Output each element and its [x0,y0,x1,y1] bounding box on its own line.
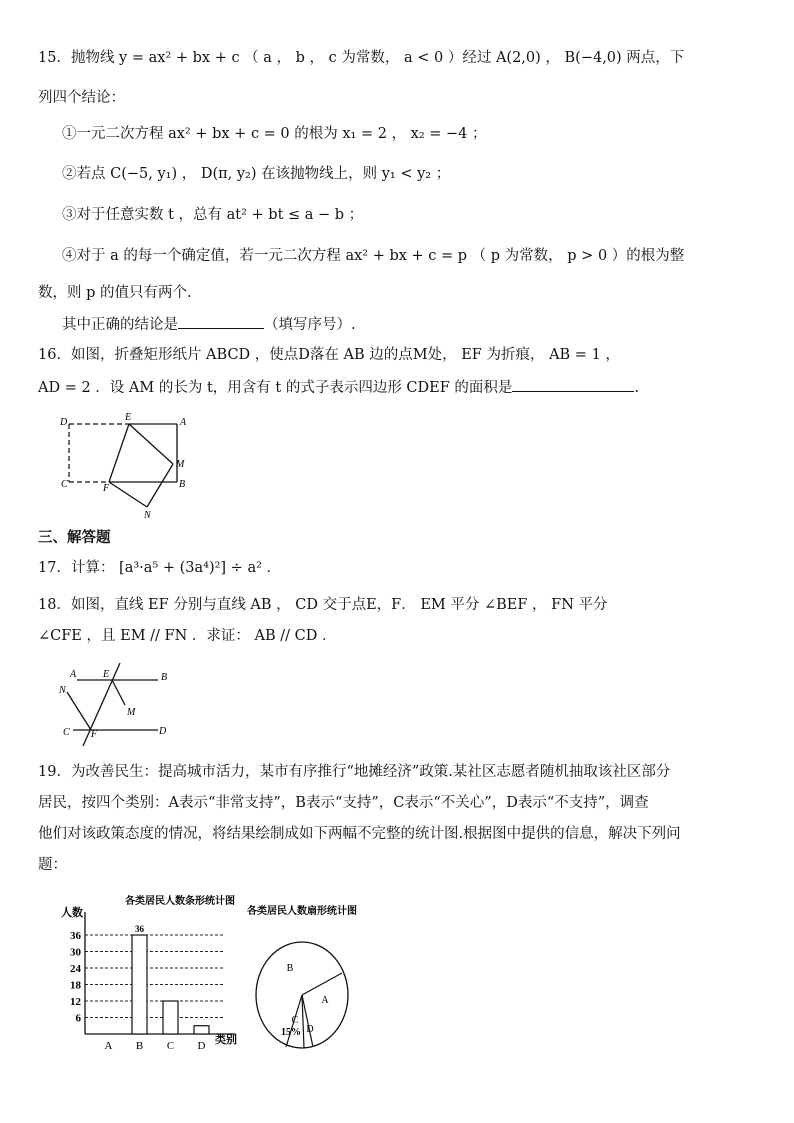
q15-answer-suffix: （填写序号）. [264,317,356,333]
q18-ray-fn [67,692,91,730]
q16-edge-em [129,424,173,464]
bar-chart-ylabel: 人数 [61,907,83,919]
pie-percent-C: 15% [281,1027,301,1038]
q15-answer-line [62,314,356,335]
q16-label-m: M [176,459,185,470]
q16-fold-ef [109,424,129,482]
q19-pie-chart [240,895,380,1060]
q15-conclusion-1: ①一元二次方程 ax² + bx + c = 0 的根为 x₁ = 2 ， x₂ = −4 ； [62,126,487,142]
bar-chart-xtick-A: A [104,1040,113,1052]
pie-radius-0 [302,973,342,995]
q18-label-d: D [159,726,167,737]
q18-label-a: A [70,669,77,680]
q15-answer-prefix: 其中正确的结论是 [62,317,178,333]
bar-label-B: 36 [135,924,144,934]
pie-label-C: C [291,1015,299,1026]
q19-line4: 题： [38,857,67,873]
q18-line-ef [83,663,120,746]
q18-line1: 18．如图，直线 EF 分别与直线 AB ， CD 交于点E，F． EM 平分 ∠BEF ， FN 平分 [38,597,608,613]
q18-label-b: B [161,672,168,683]
q16-label-d: D [60,417,68,428]
pie-label-D: D [306,1024,314,1035]
bar-chart-axes [85,912,235,1034]
bar-chart-xlabel: 类别 [215,1034,237,1046]
q16-label-f: F [103,483,110,494]
bar-B [132,935,147,1034]
q16-line2-suffix: . [634,380,640,396]
q16-rectangle-fold-figure [55,410,205,520]
q15-conclusion-3: ③对于任意实数 t ，总有 at² + bt ≤ a − b ； [62,207,364,223]
bar-chart-ytick-12: 12 [70,996,81,1008]
q18-label-n: N [59,685,66,696]
pie-label-B: B [286,963,294,974]
q17-line: 17．计算： [a³·a⁵ + (3a⁴)²] ÷ a² ． [38,560,282,576]
q16-label-e: E [125,412,132,423]
q19-line3: 他们对该政策态度的情况，将结果绘制成如下两幅不完整的统计图.根据图中提供的信息，解决下列问 [38,826,681,842]
q16-label-b: B [179,479,186,490]
q15-conclusion-4: ④对于 a 的每一个确定值，若一元二次方程 ax² + bx + c = p （ p 为常数， p > 0 ）的根为整 [62,248,685,264]
q16-line2-text: AD = 2 ．设 AM 的长为 t，用含有 t 的式子表示四边形 CDEF 的面积是 [38,380,513,396]
q18-line2: ∠CFE ，且 EM // FN ．求证： AB // CD ． [38,628,337,644]
q18-label-f: F [91,729,98,740]
q19-line2: 居民，按四个类别：A表示“非常支持”，B表示“支持”，C表示“不关心”，D表示“不支持”，调查 [38,795,649,811]
q16-label-a: A [180,417,187,428]
q15-conclusion-4b: 数，则 p 的值只有两个. [38,285,192,301]
bar-chart-ytick-36: 36 [70,930,81,942]
q16-label-c: C [61,479,68,490]
q19-bar-chart [55,886,250,1058]
bar-chart-xticks [105,1040,206,1052]
bar-chart-xtick-C: C [166,1040,175,1052]
bar-chart-ytick-18: 18 [70,979,81,992]
bar-chart-ytick-30: 30 [70,946,81,959]
q16-edge-nf [109,482,147,507]
bar-chart-title: 各类居民人数条形统计图 [125,896,235,907]
q18-label-c: C [63,727,70,738]
q16-answer-blank[interactable] [512,377,634,392]
q16-edge-mn [147,464,173,507]
bar-chart-ytick-6: 6 [75,1012,81,1025]
bar-chart-ytick-24: 24 [70,963,81,975]
bar-chart-xtick-B: B [135,1040,144,1052]
q16-label-n: N [144,510,151,520]
q19-line1: 19．为改善民生：提高城市活力，某市有序推行“地摊经济”政策.某社区志愿者随机抽取该社区部分 [38,764,671,780]
q18-ray-em [112,680,125,705]
section-heading-answer-questions: 三、解答题 [38,530,111,546]
q18-parallel-lines-figure [55,660,185,750]
q16-line1: 16．如图，折叠矩形纸片 ABCD ，使点D落在 AB 边的点M处， EF 为折痕， AB = 1 ， [38,347,620,363]
q18-label-m: M [127,707,136,718]
q15-answer-blank[interactable] [178,314,264,329]
bar-chart-gridlines [85,935,225,1018]
pie-chart-labels [281,963,329,1038]
pie-label-A: A [321,995,329,1006]
q18-label-e: E [103,669,110,680]
pie-chart-title: 各类居民人数扇形统计图 [247,906,357,917]
q16-line2 [38,377,639,398]
bar-D [194,1026,209,1034]
q15-line1: 15．抛物线 y = ax² + bx + c （ a ， b ， c 为常数， a < 0 ）经过 A(2,0) ， B(−4,0) 两点，下 [38,50,685,66]
q15-conclusion-2: ②若点 C(−5, y₁) ， D(π, y₂) 在该抛物线上，则 y₁ < y₂ ； [62,166,451,182]
bar-chart-xtick-D: D [197,1040,206,1052]
q15-line2: 列四个结论： [38,90,125,106]
bar-C [163,1001,178,1034]
bar-chart-yticks [70,930,82,1025]
